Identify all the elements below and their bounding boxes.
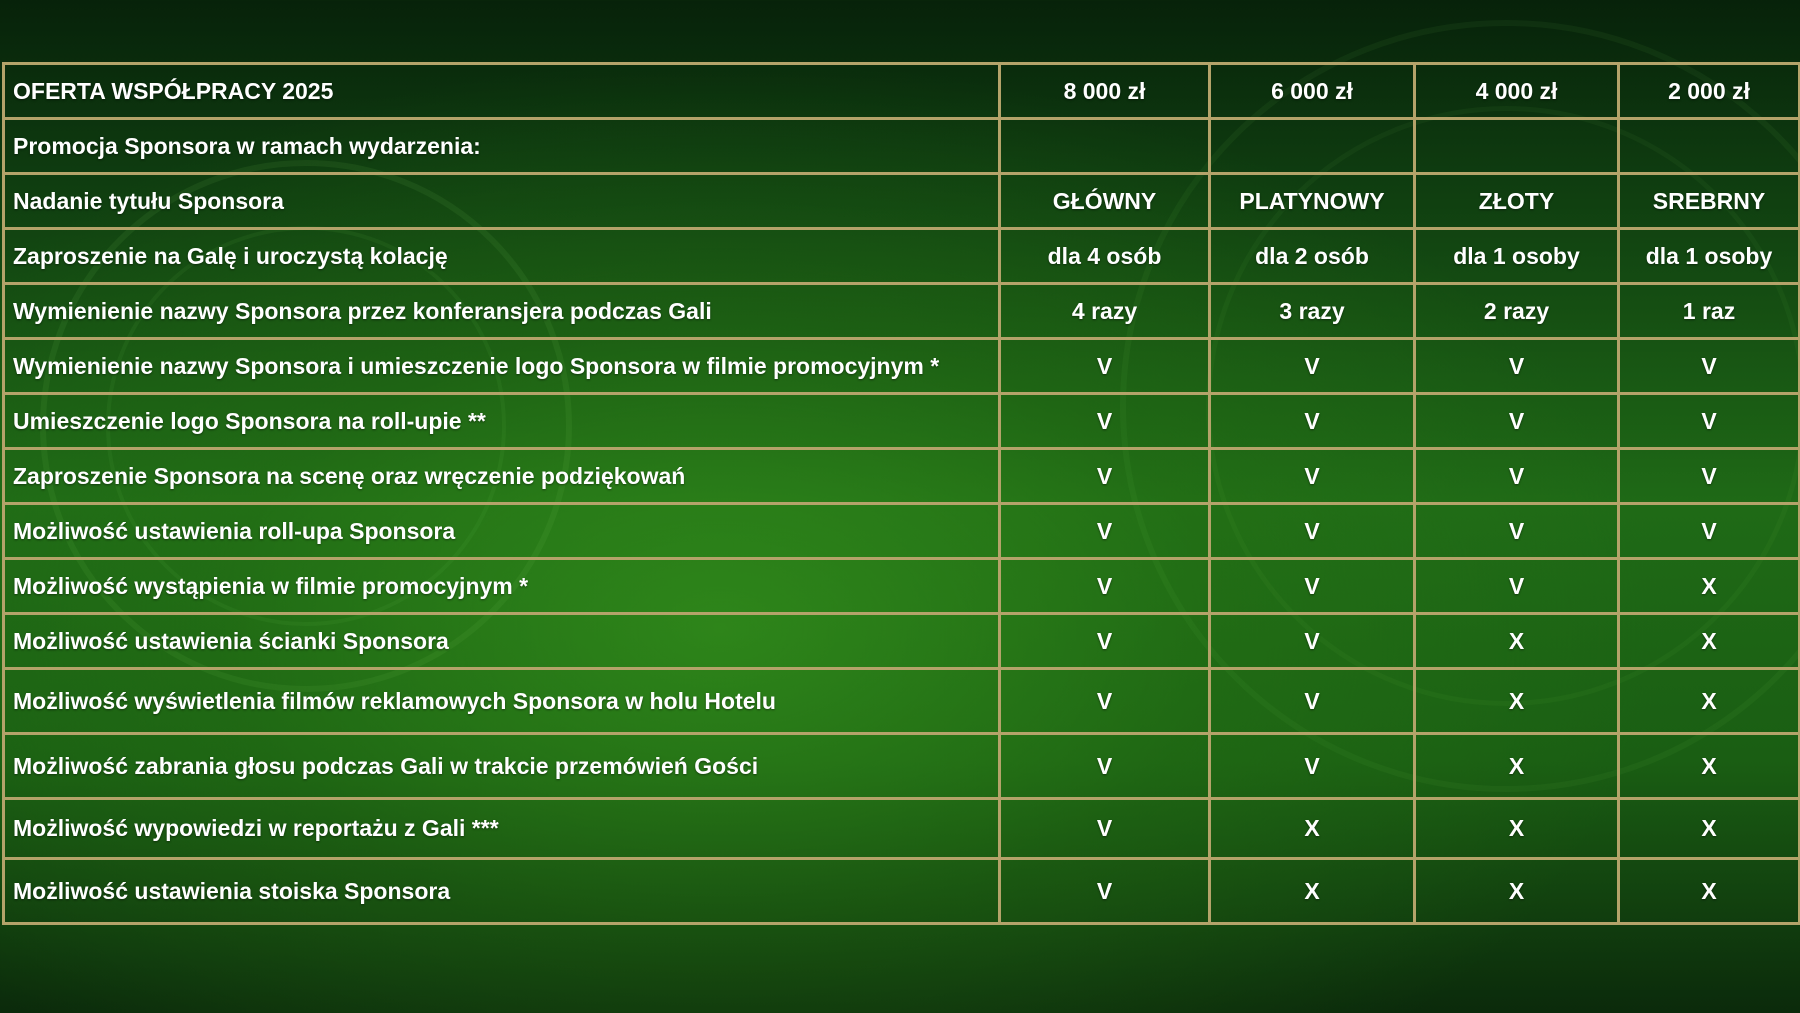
row-value bbox=[1210, 119, 1415, 174]
row-value: X bbox=[1619, 859, 1800, 924]
row-label: Zaproszenie Sponsora na scenę oraz wręczenie podziękowań bbox=[4, 449, 1000, 504]
row-label: Możliwość ustawienia ścianki Sponsora bbox=[4, 614, 1000, 669]
table-row bbox=[4, 669, 1800, 734]
sponsorship-offer-table bbox=[2, 62, 1800, 925]
table-row bbox=[4, 119, 1800, 174]
offer-title: OFERTA WSPÓŁPRACY 2025 bbox=[4, 64, 1000, 119]
row-value bbox=[1000, 119, 1210, 174]
row-value: X bbox=[1415, 859, 1619, 924]
row-value: V bbox=[1000, 614, 1210, 669]
row-value: V bbox=[1000, 669, 1210, 734]
row-value: X bbox=[1415, 614, 1619, 669]
row-value: V bbox=[1000, 394, 1210, 449]
row-value: V bbox=[1619, 394, 1800, 449]
row-label: Promocja Sponsora w ramach wydarzenia: bbox=[4, 119, 1000, 174]
price-cell: 2 000 zł bbox=[1619, 64, 1800, 119]
row-value: V bbox=[1210, 559, 1415, 614]
row-value: V bbox=[1210, 734, 1415, 799]
table-row bbox=[4, 614, 1800, 669]
price-cell: 4 000 zł bbox=[1415, 64, 1619, 119]
row-value: V bbox=[1000, 859, 1210, 924]
table-row bbox=[4, 174, 1800, 229]
table-row bbox=[4, 229, 1800, 284]
row-value: PLATYNOWY bbox=[1210, 174, 1415, 229]
row-value: V bbox=[1415, 394, 1619, 449]
row-value: X bbox=[1210, 799, 1415, 859]
row-value: X bbox=[1619, 559, 1800, 614]
row-value: dla 1 osoby bbox=[1415, 229, 1619, 284]
row-value: V bbox=[1210, 449, 1415, 504]
row-value: X bbox=[1619, 734, 1800, 799]
row-label: Możliwość wystąpienia w filmie promocyjnym * bbox=[4, 559, 1000, 614]
row-value bbox=[1619, 119, 1800, 174]
table-row bbox=[4, 449, 1800, 504]
table-row bbox=[4, 284, 1800, 339]
row-value: X bbox=[1619, 669, 1800, 734]
row-label: Możliwość zabrania głosu podczas Gali w trakcie przemówień Gości bbox=[4, 734, 1000, 799]
row-value: X bbox=[1619, 799, 1800, 859]
row-value: 4 razy bbox=[1000, 284, 1210, 339]
row-value: 3 razy bbox=[1210, 284, 1415, 339]
row-label: Wymienienie nazwy Sponsora i umieszczenie logo Sponsora w filmie promocyjnym * bbox=[4, 339, 1000, 394]
row-value: V bbox=[1210, 394, 1415, 449]
row-value: V bbox=[1000, 504, 1210, 559]
row-value: V bbox=[1000, 449, 1210, 504]
row-label: Możliwość ustawienia roll-upa Sponsora bbox=[4, 504, 1000, 559]
row-value: V bbox=[1619, 504, 1800, 559]
row-label: Umieszczenie logo Sponsora na roll-upie ** bbox=[4, 394, 1000, 449]
row-value: X bbox=[1415, 734, 1619, 799]
row-value: X bbox=[1210, 859, 1415, 924]
row-label: Wymienienie nazwy Sponsora przez konferansjera podczas Gali bbox=[4, 284, 1000, 339]
row-value bbox=[1415, 119, 1619, 174]
table-header-row bbox=[4, 64, 1800, 119]
row-value: SREBRNY bbox=[1619, 174, 1800, 229]
row-value: X bbox=[1619, 614, 1800, 669]
row-value: dla 1 osoby bbox=[1619, 229, 1800, 284]
row-value: V bbox=[1210, 669, 1415, 734]
table-row bbox=[4, 339, 1800, 394]
row-label: Nadanie tytułu Sponsora bbox=[4, 174, 1000, 229]
table-row bbox=[4, 859, 1800, 924]
row-value: V bbox=[1000, 799, 1210, 859]
row-value: 2 razy bbox=[1415, 284, 1619, 339]
row-value: V bbox=[1415, 339, 1619, 394]
table-row bbox=[4, 504, 1800, 559]
row-value: X bbox=[1415, 799, 1619, 859]
table-row bbox=[4, 799, 1800, 859]
row-value: V bbox=[1210, 614, 1415, 669]
row-value: V bbox=[1210, 504, 1415, 559]
row-value: V bbox=[1000, 559, 1210, 614]
row-value: V bbox=[1000, 734, 1210, 799]
row-label: Możliwość ustawienia stoiska Sponsora bbox=[4, 859, 1000, 924]
row-value: dla 4 osób bbox=[1000, 229, 1210, 284]
price-cell: 8 000 zł bbox=[1000, 64, 1210, 119]
row-label: Zaproszenie na Galę i uroczystą kolację bbox=[4, 229, 1000, 284]
row-value: V bbox=[1000, 339, 1210, 394]
row-value: dla 2 osób bbox=[1210, 229, 1415, 284]
row-label: Możliwość wyświetlenia filmów reklamowych Sponsora w holu Hotelu bbox=[4, 669, 1000, 734]
row-label: Możliwość wypowiedzi w reportażu z Gali *** bbox=[4, 799, 1000, 859]
row-value: V bbox=[1415, 504, 1619, 559]
row-value: GŁÓWNY bbox=[1000, 174, 1210, 229]
table-row bbox=[4, 394, 1800, 449]
row-value: 1 raz bbox=[1619, 284, 1800, 339]
row-value: V bbox=[1415, 449, 1619, 504]
table-row bbox=[4, 559, 1800, 614]
row-value: V bbox=[1619, 339, 1800, 394]
price-cell: 6 000 zł bbox=[1210, 64, 1415, 119]
row-value: V bbox=[1619, 449, 1800, 504]
row-value: V bbox=[1210, 339, 1415, 394]
table-row bbox=[4, 734, 1800, 799]
row-value: V bbox=[1415, 559, 1619, 614]
row-value: ZŁOTY bbox=[1415, 174, 1619, 229]
row-value: X bbox=[1415, 669, 1619, 734]
